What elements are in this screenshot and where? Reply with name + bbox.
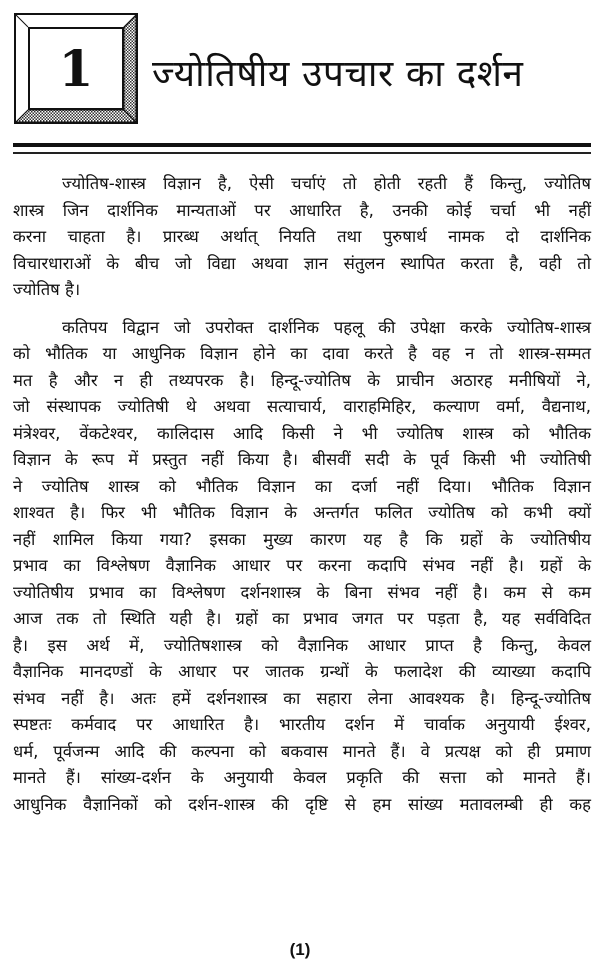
text-line: धर्म, पूर्वजन्म आदि की कल्पना को बकवास मानते हैं। वे प्रत्यक्ष को ही प्रमाण (13, 741, 591, 761)
text-line: शास्त्र जिन दार्शनिक मान्यताओं पर आधारित है, उनकी कोई चर्चा भी नहीं (13, 200, 591, 220)
text-line: मानते हैं। सांख्य-दर्शन के अनुयायी केवल प्रकृति की सत्ता को मानते हैं। (13, 768, 591, 787)
chapter-number: 1 (58, 38, 94, 98)
text-line: जो संस्थापक ज्योतिषी थे अथवा सत्याचार्य, वाराहमिहिर, कल्याण वर्मा, वैद्यनाथ, (13, 397, 591, 416)
text-line: को भौतिक या आधुनिक विज्ञान होने का दावा करते है वह न तो शास्त्र-सम्मत (13, 344, 591, 363)
text-line: ने ज्योतिष शास्त्र को भौतिक विज्ञान का दर्जा नहीं दिया। भौतिक विज्ञान (13, 476, 591, 496)
chapter-title: ज्योतिषीय उपचार का दर्शन (152, 52, 524, 95)
text-line: मत है और न ही तथ्यपरक है। हिन्दू-ज्योतिष के प्राचीन अठारह मनीषियों ने, (13, 370, 591, 390)
text-line: मंत्रेश्वर, वेंकटेश्वर, कालिदास आदि किसी ने भी ज्योतिष शास्त्र को भौतिक (13, 423, 591, 443)
text-line: शाश्वत है। फिर भी भौतिक विज्ञान के अन्तर्गत फलित ज्योतिष को कभी क्यों (13, 503, 591, 522)
text-line: ज्योतिष है। (13, 280, 81, 299)
text-line: नहीं शामिल किया गया? इसका मुख्य कारण यह है कि ग्रहों के ज्योतिषीय (13, 529, 591, 549)
body-text (13, 171, 591, 818)
text-line: स्पष्टतः कर्मवाद पर आधारित है। भारतीय दर्शन में चार्वाक अनुयायी ईश्वर, (13, 715, 591, 734)
text-line: है। इस अर्थ में, ज्योतिषशास्त्र को वैज्ञानिक आधार प्राप्त है किन्तु, केवल (13, 635, 591, 655)
chapter-number-box (14, 13, 138, 124)
text-line: संभव नहीं है। अतः हमें दर्शनशास्त्र का सहारा लेना आवश्यक है। हिन्दू-ज्योतिष (13, 688, 591, 708)
text-line: ज्योतिष-शास्त्र विज्ञान है, ऐसी चर्चाएं तो होती रहती हैं किन्तु, ज्योतिष (62, 174, 591, 193)
text-line: करना चाहता है। प्रारब्ध अर्थात् नियति तथा पुरुषार्थ नामक दो दार्शनिक (13, 227, 591, 246)
text-line: आज तक तो स्थिति यही है। ग्रहों का प्रभाव जगत पर पड़ता है, यह सर्वविदित (13, 609, 591, 628)
text-line: विचारधाराओं के बीच जो विद्या अथवा ज्ञान संतुलन स्थापित करता है, वही तो (13, 253, 591, 273)
paragraph-2 (13, 315, 591, 819)
header-rule-thick (13, 143, 591, 147)
text-line: विज्ञान के रूप में प्रस्तुत नहीं किया है। बीसवीं सदी के पूर्व किसी भी ज्योतिषी (13, 450, 591, 469)
page-number: (1) (289, 940, 311, 959)
paragraph-1 (13, 171, 591, 304)
text-line: प्रभाव का विश्लेषण वैज्ञानिक आधार पर करना कदापि संभव नहीं है। ग्रहों के (13, 556, 591, 575)
text-line: वैज्ञानिक मानदण्डों के आधार पर जातक ग्रन्थों के फलादेश की व्याख्या कदापि (13, 662, 591, 681)
text-line: आधुनिक वैज्ञानिकों को दर्शन-शास्त्र की दृष्टि से हम सांख्य मतावलम्बी ही कह (13, 794, 591, 814)
text-line: ज्योतिषीय प्रभाव का विश्लेषण दर्शनशास्त्र के बिना संभव नहीं है। कम से कम (13, 582, 591, 602)
header-rule-thin (13, 152, 591, 154)
chapter-number-inner (28, 27, 124, 110)
text-line: कतिपय विद्वान जो उपरोक्त दार्शनिक पहलू की उपेक्षा करके ज्योतिष-शास्त्र (62, 317, 591, 337)
